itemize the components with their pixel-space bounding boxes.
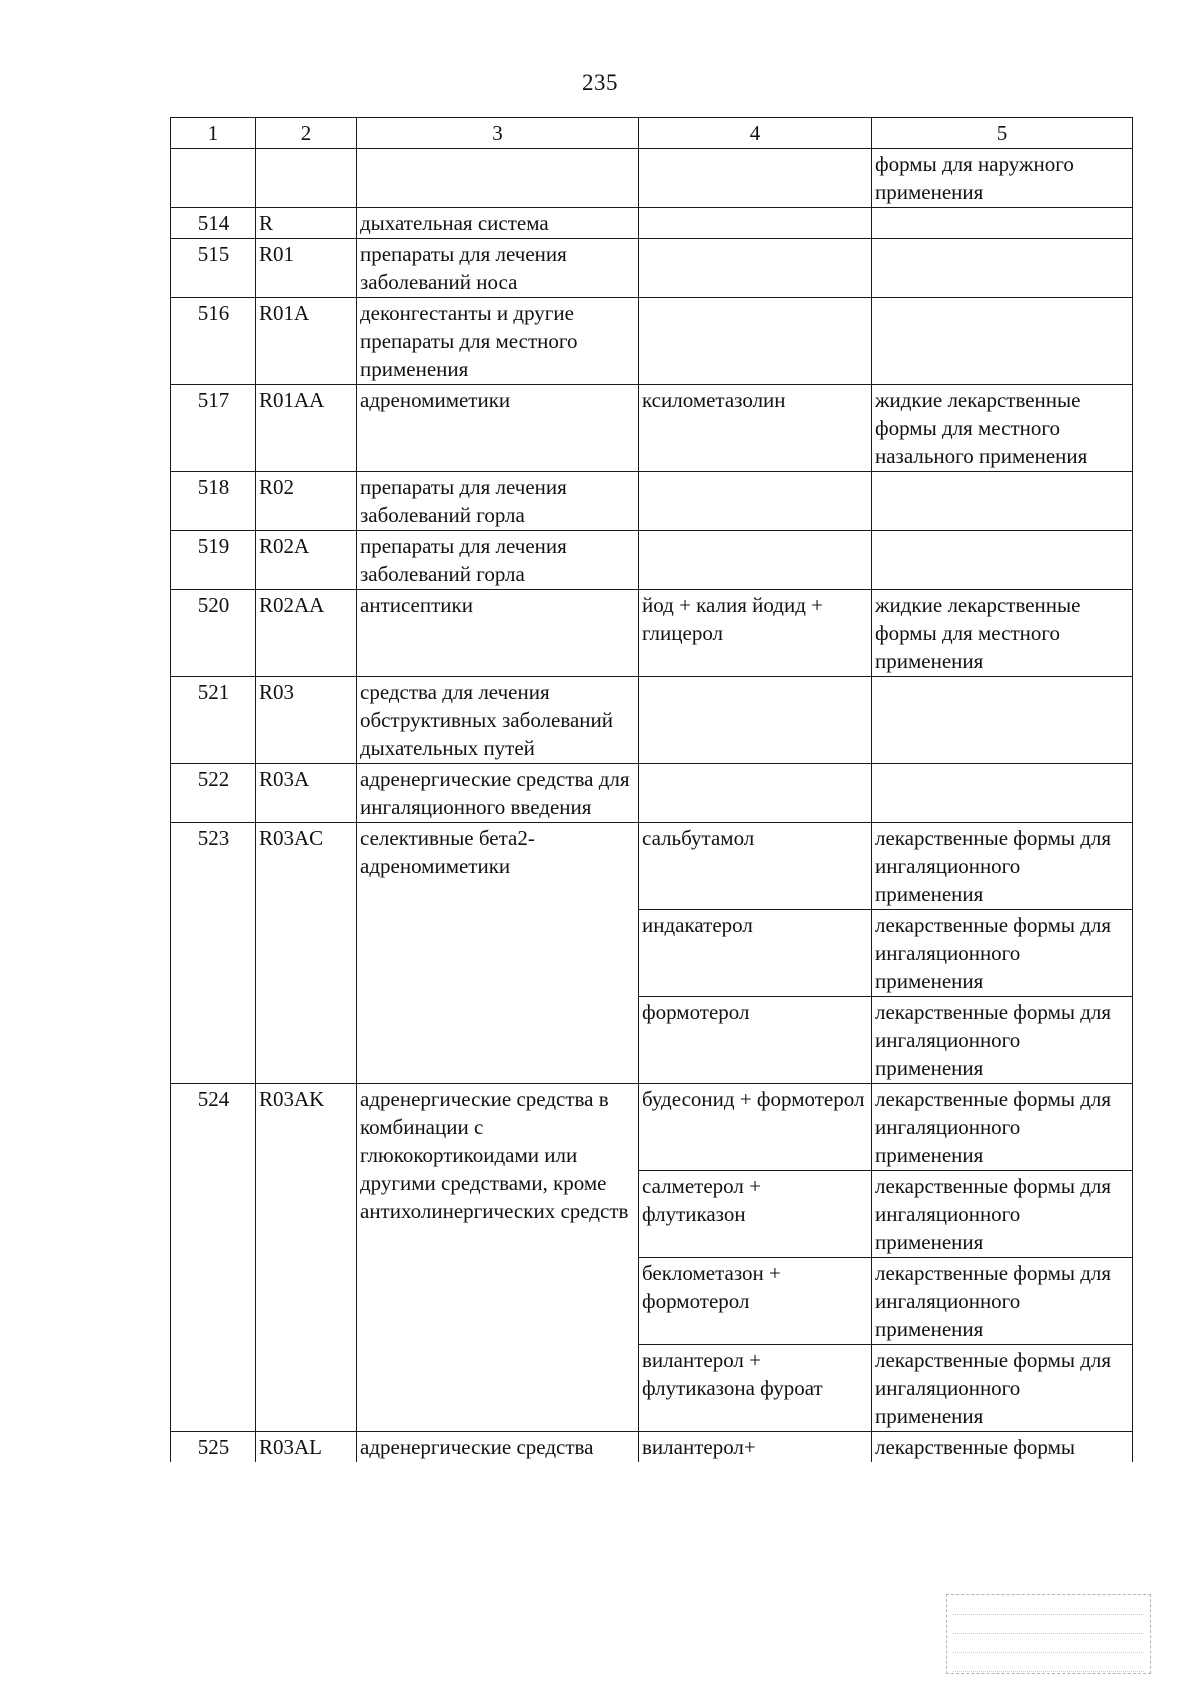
drug-name: будесонид + формотерол (639, 1084, 872, 1171)
row-number: 525 (171, 1432, 256, 1463)
drug-name: вилантерол + флутиказона фуроат (639, 1345, 872, 1432)
drug-name (639, 208, 872, 239)
atc-group: препараты для лечения заболеваний носа (357, 239, 639, 298)
dosage-form: формы для наружного применения (872, 149, 1133, 208)
drug-name: вилантерол+ (639, 1432, 872, 1463)
atc-group: дыхательная система (357, 208, 639, 239)
atc-code: R (256, 208, 357, 239)
dosage-form: жидкие лекарственные формы для местного применения (872, 590, 1133, 677)
faded-stamp (946, 1594, 1151, 1674)
column-header: 5 (872, 118, 1133, 149)
table-header-row (171, 118, 1133, 149)
drug-name (639, 149, 872, 208)
drug-name: салметерол + флутиказон (639, 1171, 872, 1258)
table-row (171, 472, 1133, 531)
dosage-form (872, 298, 1133, 385)
table-row (171, 531, 1133, 590)
atc-code: R03AC (256, 823, 357, 1084)
atc-group: средства для лечения обструктивных заболеваний дыхательных путей (357, 677, 639, 764)
dosage-form (872, 472, 1133, 531)
column-header: 2 (256, 118, 357, 149)
row-number: 521 (171, 677, 256, 764)
table-row (171, 239, 1133, 298)
stamp-line (953, 1618, 1144, 1634)
column-header: 3 (357, 118, 639, 149)
table-row (171, 1432, 1133, 1463)
dosage-form: лекарственные формы (872, 1432, 1133, 1463)
dosage-form: лекарственные формы для ингаляционного применения (872, 1084, 1133, 1171)
row-number: 524 (171, 1084, 256, 1432)
table-row (171, 823, 1133, 910)
table-row (171, 385, 1133, 472)
row-number: 523 (171, 823, 256, 1084)
dosage-form: лекарственные формы для ингаляционного применения (872, 1258, 1133, 1345)
atc-group: селективные бета2-адреномиметики (357, 823, 639, 1084)
dosage-form (872, 208, 1133, 239)
atc-code: R01A (256, 298, 357, 385)
atc-code: R03 (256, 677, 357, 764)
row-number: 516 (171, 298, 256, 385)
dosage-form: лекарственные формы для ингаляционного применения (872, 1345, 1133, 1432)
drug-name (639, 531, 872, 590)
drug-name: индакатерол (639, 910, 872, 997)
column-header: 1 (171, 118, 256, 149)
atc-code: R03AL (256, 1432, 357, 1463)
drug-list-table (170, 117, 1133, 1462)
drug-name: йод + калия йодид + глицерол (639, 590, 872, 677)
column-header: 4 (639, 118, 872, 149)
row-number: 520 (171, 590, 256, 677)
table-row (171, 149, 1133, 208)
atc-group (357, 149, 639, 208)
atc-code: R03AK (256, 1084, 357, 1432)
dosage-form (872, 677, 1133, 764)
row-number: 515 (171, 239, 256, 298)
atc-group: препараты для лечения заболеваний горла (357, 531, 639, 590)
atc-group: адренергические средства (357, 1432, 639, 1463)
dosage-form: лекарственные формы для ингаляционного применения (872, 997, 1133, 1084)
drug-name: сальбутамол (639, 823, 872, 910)
atc-code: R02A (256, 531, 357, 590)
table-row (171, 590, 1133, 677)
atc-code: R03A (256, 764, 357, 823)
dosage-form: лекарственные формы для ингаляционного применения (872, 1171, 1133, 1258)
atc-code: R01 (256, 239, 357, 298)
drug-name (639, 472, 872, 531)
row-number: 518 (171, 472, 256, 531)
table-row (171, 298, 1133, 385)
dosage-form: лекарственные формы для ингаляционного применения (872, 910, 1133, 997)
row-number: 519 (171, 531, 256, 590)
drug-name (639, 764, 872, 823)
atc-group: деконгестанты и другие препараты для местного применения (357, 298, 639, 385)
dosage-form (872, 531, 1133, 590)
drug-name: формотерол (639, 997, 872, 1084)
atc-code: R02AA (256, 590, 357, 677)
drug-name (639, 298, 872, 385)
table-row (171, 1084, 1133, 1171)
row-number: 517 (171, 385, 256, 472)
table-row (171, 677, 1133, 764)
drug-name (639, 239, 872, 298)
stamp-line (953, 1656, 1144, 1672)
atc-code: R01AA (256, 385, 357, 472)
drug-name (639, 677, 872, 764)
row-number (171, 149, 256, 208)
page-number: 235 (582, 70, 618, 95)
stamp-line (953, 1637, 1144, 1653)
atc-group: препараты для лечения заболеваний горла (357, 472, 639, 531)
dosage-form (872, 239, 1133, 298)
row-number: 514 (171, 208, 256, 239)
drug-name: беклометазон + формотерол (639, 1258, 872, 1345)
dosage-form (872, 764, 1133, 823)
table-row (171, 764, 1133, 823)
stamp-line (953, 1599, 1144, 1615)
drug-name: ксилометазолин (639, 385, 872, 472)
atc-group: адреномиметики (357, 385, 639, 472)
dosage-form: жидкие лекарственные формы для местного назального применения (872, 385, 1133, 472)
row-number: 522 (171, 764, 256, 823)
dosage-form: лекарственные формы для ингаляционного применения (872, 823, 1133, 910)
atc-code: R02 (256, 472, 357, 531)
atc-code (256, 149, 357, 208)
atc-group: антисептики (357, 590, 639, 677)
atc-group: адренергические средства для ингаляционного введения (357, 764, 639, 823)
atc-group: адренергические средства в комбинации с глюкокортикоидами или другими средствами, кроме антихолинергических средств (357, 1084, 639, 1432)
table-row (171, 208, 1133, 239)
